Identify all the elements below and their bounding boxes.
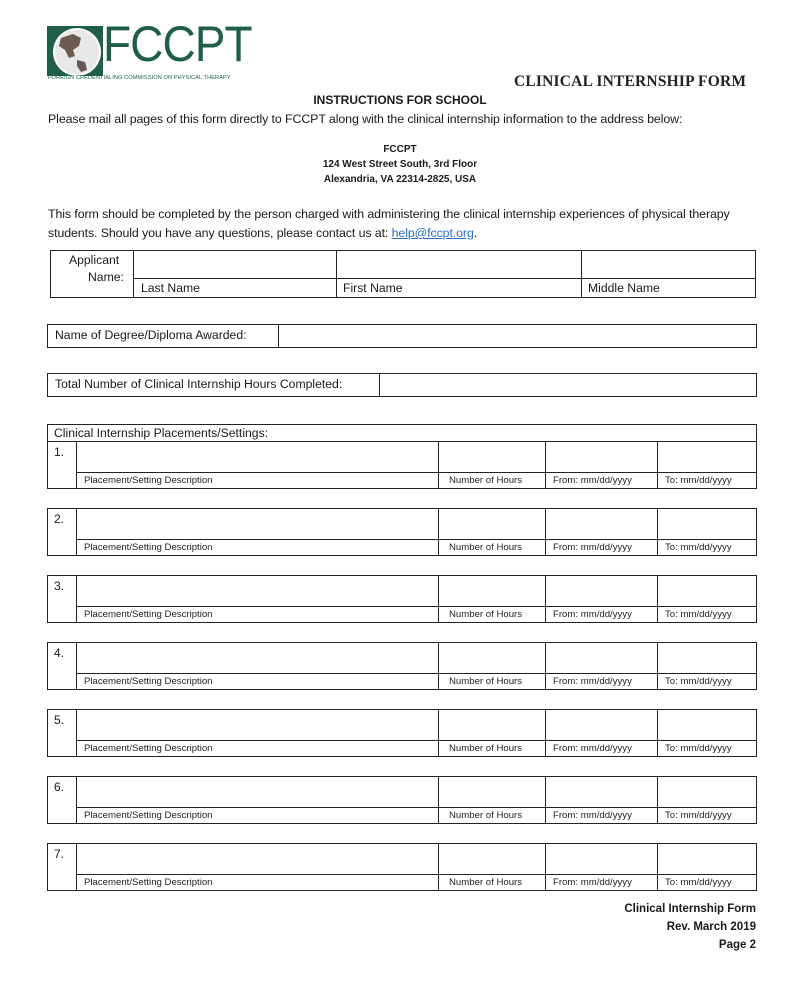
placement-from-date-input[interactable]	[546, 844, 657, 874]
middle-name-input[interactable]	[582, 251, 755, 278]
placements-header: Clinical Internship Placements/Settings:	[54, 426, 269, 440]
to-date-label: To: mm/dd/yyyy	[665, 810, 732, 821]
placement-hours-input[interactable]	[439, 442, 545, 472]
placement-description-input[interactable]	[77, 576, 438, 606]
placement-from-date-input[interactable]	[546, 442, 657, 472]
form-title: CLINICAL INTERNSHIP FORM	[514, 73, 747, 90]
from-date-label: From: mm/dd/yyyy	[553, 676, 632, 687]
divider	[76, 673, 757, 674]
placement-from-date-input[interactable]	[546, 777, 657, 807]
placement-hours-input[interactable]	[439, 509, 545, 539]
placement-from-date-input[interactable]	[546, 509, 657, 539]
address-line-3: Alexandria, VA 22314-2825, USA	[323, 174, 477, 185]
logo-subtitle: FOREIGN CREDENTIALING COMMISSION ON PHYSICAL THERAPY	[48, 75, 231, 81]
divider	[76, 740, 757, 741]
placement-from-date-input[interactable]	[546, 710, 657, 740]
placement-description-input[interactable]	[77, 844, 438, 874]
placement-from-date-input[interactable]	[546, 643, 657, 673]
divider	[133, 278, 756, 279]
degree-label: Name of Degree/Diploma Awarded:	[55, 328, 247, 342]
total-hours-label: Total Number of Clinical Internship Hours Completed:	[55, 377, 343, 391]
footer-revision: Rev. March 2019	[666, 921, 756, 933]
placement-to-date-input[interactable]	[658, 442, 756, 472]
placement-description-label: Placement/Setting Description	[84, 676, 213, 687]
from-date-label: From: mm/dd/yyyy	[553, 542, 632, 553]
placement-hours-input[interactable]	[439, 643, 545, 673]
from-date-label: From: mm/dd/yyyy	[553, 609, 632, 620]
footer-page-number: Page 2	[718, 939, 756, 951]
to-date-label: To: mm/dd/yyyy	[665, 877, 732, 888]
first-name-input[interactable]	[337, 251, 581, 278]
placement-description-label: Placement/Setting Description	[84, 475, 213, 486]
placement-number: 3.	[54, 579, 65, 593]
instructions-title: INSTRUCTIONS FOR SCHOOL	[313, 93, 487, 107]
instructions-text: Please mail all pages of this form directly to FCCPT along with the clinical internship information to the address below:	[48, 112, 683, 126]
number-of-hours-label: Number of Hours	[449, 609, 523, 620]
placement-to-date-input[interactable]	[658, 844, 756, 874]
placement-hours-input[interactable]	[439, 777, 545, 807]
placement-to-date-input[interactable]	[658, 777, 756, 807]
to-date-label: To: mm/dd/yyyy	[665, 475, 732, 486]
divider	[76, 807, 757, 808]
address-line-1: FCCPT	[383, 144, 417, 155]
placement-number: 1.	[54, 445, 65, 459]
to-date-label: To: mm/dd/yyyy	[665, 676, 732, 687]
email-link[interactable]: help@fccpt.org	[391, 226, 474, 240]
divider	[76, 874, 757, 875]
divider	[76, 472, 757, 473]
number-of-hours-label: Number of Hours	[449, 877, 523, 888]
placement-hours-input[interactable]	[439, 710, 545, 740]
number-of-hours-label: Number of Hours	[449, 810, 523, 821]
middle-name-label: Middle Name	[588, 281, 660, 295]
placement-number: 5.	[54, 713, 65, 727]
placement-description-label: Placement/Setting Description	[84, 542, 213, 553]
placement-description-input[interactable]	[77, 777, 438, 807]
placement-to-date-input[interactable]	[658, 710, 756, 740]
placement-description-input[interactable]	[77, 509, 438, 539]
number-of-hours-label: Number of Hours	[449, 676, 523, 687]
globe-icon	[47, 26, 103, 82]
placement-hours-input[interactable]	[439, 844, 545, 874]
number-of-hours-label: Number of Hours	[449, 542, 523, 553]
placement-hours-input[interactable]	[439, 576, 545, 606]
placement-description-input[interactable]	[77, 710, 438, 740]
placement-from-date-input[interactable]	[546, 576, 657, 606]
from-date-label: From: mm/dd/yyyy	[553, 743, 632, 754]
placement-description-input[interactable]	[77, 643, 438, 673]
contact-paragraph-text: This form should be completed by the person charged with administering the clinical internship experiences of physical therapy students. Should you have any questions, please contact us at:	[48, 207, 730, 240]
divider	[76, 606, 757, 607]
placement-description-label: Placement/Setting Description	[84, 609, 213, 620]
placement-description-input[interactable]	[77, 442, 438, 472]
placement-description-label: Placement/Setting Description	[84, 810, 213, 821]
placement-to-date-input[interactable]	[658, 643, 756, 673]
total-hours-input[interactable]	[380, 374, 756, 396]
placement-description-label: Placement/Setting Description	[84, 743, 213, 754]
to-date-label: To: mm/dd/yyyy	[665, 743, 732, 754]
first-name-label: First Name	[343, 281, 403, 295]
number-of-hours-label: Number of Hours	[449, 743, 523, 754]
placement-number: 4.	[54, 646, 65, 660]
applicant-label-line1: Applicant	[69, 253, 120, 267]
contact-paragraph	[48, 205, 763, 243]
last-name-label: Last Name	[141, 281, 200, 295]
footer	[624, 900, 756, 954]
to-date-label: To: mm/dd/yyyy	[665, 609, 732, 620]
placement-number: 2.	[54, 512, 65, 526]
contact-paragraph-end: .	[473, 226, 478, 240]
logo-text: FCCPT	[103, 16, 252, 72]
from-date-label: From: mm/dd/yyyy	[553, 877, 632, 888]
placement-number: 7.	[54, 847, 65, 861]
number-of-hours-label: Number of Hours	[449, 475, 523, 486]
address-line-2: 124 West Street South, 3rd Floor	[322, 159, 478, 170]
placement-to-date-input[interactable]	[658, 576, 756, 606]
placement-number: 6.	[54, 780, 65, 794]
from-date-label: From: mm/dd/yyyy	[553, 475, 632, 486]
placement-description-label: Placement/Setting Description	[84, 877, 213, 888]
from-date-label: From: mm/dd/yyyy	[553, 810, 632, 821]
degree-input[interactable]	[279, 325, 756, 347]
last-name-input[interactable]	[134, 251, 336, 278]
footer-form-name: Clinical Internship Form	[624, 903, 756, 915]
applicant-label-line2: Name:	[88, 270, 124, 284]
to-date-label: To: mm/dd/yyyy	[665, 542, 732, 553]
placement-to-date-input[interactable]	[658, 509, 756, 539]
divider	[76, 539, 757, 540]
